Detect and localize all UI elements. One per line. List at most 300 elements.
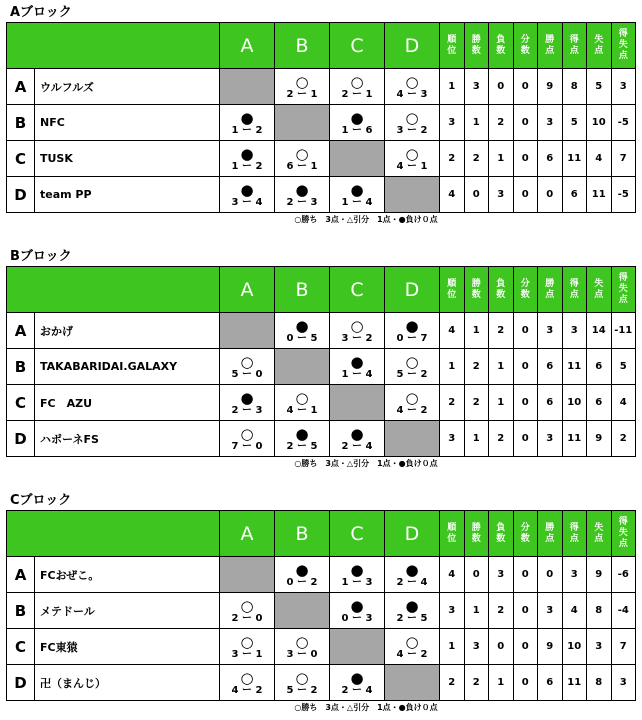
stat-value: 14 xyxy=(587,313,612,349)
win-mark-icon: ○ xyxy=(350,72,364,91)
stat-value: 0 xyxy=(513,313,538,349)
team-name: FC AZU xyxy=(35,385,220,421)
stat-header: 分 数 xyxy=(513,511,538,557)
legend: ○勝ち 3点・△引分 1点・●負け０点 xyxy=(294,703,438,712)
team-row xyxy=(7,557,636,593)
team-row xyxy=(7,629,636,665)
win-mark-icon: ○ xyxy=(240,596,254,615)
win-mark-icon: ○ xyxy=(405,632,419,651)
match-result xyxy=(330,105,385,141)
team-letter: A xyxy=(7,313,35,349)
stat-value: 1 xyxy=(440,629,465,665)
stat-value: 6 xyxy=(587,349,612,385)
stat-value: -4 xyxy=(611,593,636,629)
stat-value: 11 xyxy=(587,177,612,213)
stat-header: 得 失 点 xyxy=(611,511,636,557)
match-result xyxy=(220,177,275,213)
block-2 xyxy=(6,492,636,715)
team-row xyxy=(7,69,636,105)
team-row xyxy=(7,141,636,177)
stat-value: -5 xyxy=(611,177,636,213)
match-result xyxy=(330,177,385,213)
column-header-b: B xyxy=(275,267,330,313)
standings-table xyxy=(6,266,636,457)
loss-mark-icon: ● xyxy=(350,560,364,579)
stat-value: 4 xyxy=(587,141,612,177)
stat-value: 3 xyxy=(464,69,489,105)
team-name: FC東猿 xyxy=(35,629,220,665)
match-result xyxy=(220,421,275,457)
team-name: TAKABARIDAI.GALAXY xyxy=(35,349,220,385)
team-letter: A xyxy=(7,557,35,593)
win-mark-icon: ○ xyxy=(240,424,254,443)
match-result xyxy=(220,105,275,141)
stat-value: 3 xyxy=(538,313,563,349)
stat-value: 6 xyxy=(538,141,563,177)
match-result xyxy=(275,69,330,105)
team-name: FCおぜこ。 xyxy=(35,557,220,593)
match-score: 6 ー 1 xyxy=(286,160,318,172)
stat-value: 5 xyxy=(587,69,612,105)
stat-value: 3 xyxy=(464,629,489,665)
stat-value: 2 xyxy=(489,421,514,457)
self-match-cell xyxy=(275,593,330,629)
stat-value: 2 xyxy=(489,313,514,349)
loss-mark-icon: ● xyxy=(350,108,364,127)
match-score: 4 ー 1 xyxy=(286,404,318,416)
self-match-cell xyxy=(385,421,440,457)
match-score: 2 ー 4 xyxy=(341,684,373,696)
standings-table xyxy=(6,510,636,701)
standings-table xyxy=(6,22,636,213)
block-0 xyxy=(6,4,636,227)
stat-value: 0 xyxy=(513,557,538,593)
match-score: 0 ー 3 xyxy=(341,612,373,624)
stat-value: 0 xyxy=(513,69,538,105)
team-row xyxy=(7,385,636,421)
match-result xyxy=(275,557,330,593)
team-letter: D xyxy=(7,421,35,457)
team-letter: B xyxy=(7,349,35,385)
stat-value: 2 xyxy=(464,141,489,177)
stat-value: 1 xyxy=(464,105,489,141)
stat-value: 8 xyxy=(587,593,612,629)
stat-value: -6 xyxy=(611,557,636,593)
match-result xyxy=(220,385,275,421)
match-result xyxy=(275,313,330,349)
stat-value: 8 xyxy=(587,665,612,701)
self-match-cell xyxy=(330,629,385,665)
match-result xyxy=(385,349,440,385)
loss-mark-icon: ● xyxy=(405,596,419,615)
column-header-b: B xyxy=(275,23,330,69)
header-corner xyxy=(7,267,220,313)
stat-value: 4 xyxy=(440,177,465,213)
match-score: 4 ー 2 xyxy=(396,648,428,660)
stat-value: 1 xyxy=(440,349,465,385)
team-letter: B xyxy=(7,105,35,141)
match-score: 4 ー 2 xyxy=(231,684,263,696)
stat-value: 7 xyxy=(611,629,636,665)
loss-mark-icon: ● xyxy=(240,388,254,407)
match-result xyxy=(275,177,330,213)
self-match-cell xyxy=(330,141,385,177)
self-match-cell xyxy=(330,385,385,421)
stat-header: 失 点 xyxy=(587,23,612,69)
stat-value: 0 xyxy=(513,421,538,457)
stat-value: 0 xyxy=(538,177,563,213)
loss-mark-icon: ● xyxy=(240,108,254,127)
stat-value: 0 xyxy=(513,665,538,701)
match-result xyxy=(330,313,385,349)
loss-mark-icon: ● xyxy=(405,316,419,335)
stat-value: 1 xyxy=(464,593,489,629)
stat-header: 順 位 xyxy=(440,23,465,69)
stat-value: 0 xyxy=(464,557,489,593)
match-result xyxy=(385,629,440,665)
stat-value: 11 xyxy=(562,141,587,177)
win-mark-icon: ○ xyxy=(295,632,309,651)
header-corner xyxy=(7,511,220,557)
stat-value: 2 xyxy=(440,141,465,177)
stat-value: 3 xyxy=(611,665,636,701)
stat-value: 3 xyxy=(538,105,563,141)
match-score: 3 ー 2 xyxy=(396,124,428,136)
win-mark-icon: ○ xyxy=(405,72,419,91)
stat-value: 10 xyxy=(587,105,612,141)
match-score: 1 ー 4 xyxy=(341,368,373,380)
stat-value: 0 xyxy=(513,349,538,385)
self-match-cell xyxy=(385,665,440,701)
win-mark-icon: ○ xyxy=(295,388,309,407)
stat-value: 6 xyxy=(587,385,612,421)
win-mark-icon: ○ xyxy=(295,668,309,687)
self-match-cell xyxy=(275,105,330,141)
stat-value: 2 xyxy=(440,665,465,701)
win-mark-icon: ○ xyxy=(240,352,254,371)
block-title: Bブロック xyxy=(10,249,72,264)
match-score: 2 ー 4 xyxy=(341,440,373,452)
match-result xyxy=(330,593,385,629)
stat-value: 2 xyxy=(489,593,514,629)
block-title: Aブロック xyxy=(10,5,72,20)
team-name: NFC xyxy=(35,105,220,141)
column-header-a: A xyxy=(220,511,275,557)
stat-value: 2 xyxy=(440,385,465,421)
match-score: 2 ー 5 xyxy=(396,612,428,624)
stat-value: 3 xyxy=(562,313,587,349)
team-name: ウルフルズ xyxy=(35,69,220,105)
stat-value: -5 xyxy=(611,105,636,141)
match-result xyxy=(385,105,440,141)
match-score: 4 ー 2 xyxy=(396,404,428,416)
match-result xyxy=(275,665,330,701)
match-score: 2 ー 5 xyxy=(286,440,318,452)
match-score: 5 ー 2 xyxy=(396,368,428,380)
match-score: 7 ー 0 xyxy=(231,440,263,452)
stat-header: 勝 点 xyxy=(538,267,563,313)
header-row xyxy=(7,267,636,313)
match-score: 1 ー 2 xyxy=(231,160,263,172)
team-letter: C xyxy=(7,629,35,665)
stat-value: 0 xyxy=(513,629,538,665)
stat-value: 0 xyxy=(513,385,538,421)
stat-value: 7 xyxy=(611,141,636,177)
column-header-d: D xyxy=(385,23,440,69)
team-name: team PP xyxy=(35,177,220,213)
stat-value: 4 xyxy=(440,313,465,349)
match-result xyxy=(385,313,440,349)
match-result xyxy=(385,385,440,421)
match-score: 2 ー 1 xyxy=(341,88,373,100)
stat-value: 3 xyxy=(611,69,636,105)
stat-value: 3 xyxy=(440,593,465,629)
match-result xyxy=(275,629,330,665)
match-score: 1 ー 4 xyxy=(341,196,373,208)
stat-value: 3 xyxy=(489,557,514,593)
self-match-cell xyxy=(220,557,275,593)
header-corner xyxy=(7,23,220,69)
loss-mark-icon: ● xyxy=(350,596,364,615)
match-score: 2 ー 3 xyxy=(286,196,318,208)
stat-value: 10 xyxy=(562,385,587,421)
loss-mark-icon: ● xyxy=(350,352,364,371)
stat-header: 失 点 xyxy=(587,511,612,557)
match-score: 2 ー 0 xyxy=(231,612,263,624)
stat-value: 6 xyxy=(538,665,563,701)
column-header-b: B xyxy=(275,511,330,557)
stat-header: 勝 数 xyxy=(464,267,489,313)
stat-value: 1 xyxy=(489,349,514,385)
team-letter: A xyxy=(7,69,35,105)
stat-header: 得 点 xyxy=(562,511,587,557)
column-header-a: A xyxy=(220,23,275,69)
stat-header: 勝 数 xyxy=(464,23,489,69)
team-row xyxy=(7,665,636,701)
loss-mark-icon: ● xyxy=(405,560,419,579)
stat-value: 11 xyxy=(562,421,587,457)
team-row xyxy=(7,349,636,385)
stat-header: 失 点 xyxy=(587,267,612,313)
win-mark-icon: ○ xyxy=(405,388,419,407)
loss-mark-icon: ● xyxy=(350,424,364,443)
stat-value: 3 xyxy=(538,593,563,629)
win-mark-icon: ○ xyxy=(350,316,364,335)
match-result xyxy=(330,665,385,701)
team-row xyxy=(7,421,636,457)
stat-value: 2 xyxy=(611,421,636,457)
self-match-cell xyxy=(220,69,275,105)
stat-value: 1 xyxy=(489,665,514,701)
self-match-cell xyxy=(220,313,275,349)
legend: ○勝ち 3点・△引分 1点・●負け０点 xyxy=(294,459,438,468)
loss-mark-icon: ● xyxy=(350,180,364,199)
team-letter: D xyxy=(7,665,35,701)
stat-value: 9 xyxy=(538,69,563,105)
stat-value: 3 xyxy=(440,421,465,457)
match-result xyxy=(220,629,275,665)
win-mark-icon: ○ xyxy=(295,144,309,163)
match-score: 4 ー 3 xyxy=(396,88,428,100)
stat-value: 0 xyxy=(489,629,514,665)
stat-value: 8 xyxy=(562,69,587,105)
match-score: 3 ー 1 xyxy=(231,648,263,660)
stat-value: 6 xyxy=(538,385,563,421)
column-header-c: C xyxy=(330,23,385,69)
stat-header: 負 数 xyxy=(489,267,514,313)
stat-value: 5 xyxy=(562,105,587,141)
column-header-d: D xyxy=(385,511,440,557)
match-result xyxy=(385,141,440,177)
team-name: TUSK xyxy=(35,141,220,177)
stat-value: 11 xyxy=(562,665,587,701)
win-mark-icon: ○ xyxy=(405,108,419,127)
team-row xyxy=(7,105,636,141)
header-row xyxy=(7,511,636,557)
legend: ○勝ち 3点・△引分 1点・●負け０点 xyxy=(294,215,438,224)
stat-header: 得 点 xyxy=(562,267,587,313)
stat-value: 6 xyxy=(538,349,563,385)
match-result xyxy=(385,69,440,105)
stat-value: 10 xyxy=(562,629,587,665)
stat-value: 4 xyxy=(611,385,636,421)
match-result xyxy=(220,665,275,701)
stat-value: 0 xyxy=(513,105,538,141)
match-result xyxy=(385,593,440,629)
self-match-cell xyxy=(385,177,440,213)
match-score: 1 ー 3 xyxy=(341,576,373,588)
stat-value: 0 xyxy=(538,557,563,593)
stat-value: 3 xyxy=(440,105,465,141)
stat-value: 3 xyxy=(489,177,514,213)
stat-header: 分 数 xyxy=(513,267,538,313)
stat-header: 負 数 xyxy=(489,511,514,557)
team-letter: B xyxy=(7,593,35,629)
stat-value: 1 xyxy=(464,421,489,457)
stat-value: 0 xyxy=(464,177,489,213)
stat-header: 得 失 点 xyxy=(611,267,636,313)
team-name: メテドール xyxy=(35,593,220,629)
stat-value: 2 xyxy=(464,385,489,421)
loss-mark-icon: ● xyxy=(350,668,364,687)
match-result xyxy=(220,349,275,385)
block-1 xyxy=(6,248,636,471)
header-row xyxy=(7,23,636,69)
match-score: 4 ー 1 xyxy=(396,160,428,172)
match-result xyxy=(275,385,330,421)
team-letter: C xyxy=(7,141,35,177)
column-header-c: C xyxy=(330,511,385,557)
match-score: 2 ー 4 xyxy=(396,576,428,588)
stat-value: 1 xyxy=(464,313,489,349)
team-name: おかげ xyxy=(35,313,220,349)
stat-value: 9 xyxy=(587,421,612,457)
stat-header: 分 数 xyxy=(513,23,538,69)
match-score: 5 ー 2 xyxy=(286,684,318,696)
stat-header: 順 位 xyxy=(440,511,465,557)
match-result xyxy=(275,141,330,177)
match-result xyxy=(220,141,275,177)
stat-value: 6 xyxy=(562,177,587,213)
stat-value: 0 xyxy=(513,141,538,177)
win-mark-icon: ○ xyxy=(295,72,309,91)
stat-value: 4 xyxy=(440,557,465,593)
column-header-d: D xyxy=(385,267,440,313)
column-header-a: A xyxy=(220,267,275,313)
stat-value: 5 xyxy=(611,349,636,385)
win-mark-icon: ○ xyxy=(240,632,254,651)
win-mark-icon: ○ xyxy=(405,144,419,163)
loss-mark-icon: ● xyxy=(295,316,309,335)
loss-mark-icon: ● xyxy=(295,424,309,443)
match-result xyxy=(330,349,385,385)
match-score: 3 ー 0 xyxy=(286,648,318,660)
stat-value: 9 xyxy=(538,629,563,665)
match-score: 1 ー 2 xyxy=(231,124,263,136)
team-row xyxy=(7,313,636,349)
loss-mark-icon: ● xyxy=(295,560,309,579)
stat-value: 3 xyxy=(562,557,587,593)
match-score: 0 ー 7 xyxy=(396,332,428,344)
stat-header: 順 位 xyxy=(440,267,465,313)
stat-value: 2 xyxy=(489,105,514,141)
stat-header: 勝 数 xyxy=(464,511,489,557)
stat-value: 9 xyxy=(587,557,612,593)
stat-header: 負 数 xyxy=(489,23,514,69)
stat-value: 2 xyxy=(464,665,489,701)
stat-value: -11 xyxy=(611,313,636,349)
stat-value: 0 xyxy=(513,593,538,629)
stat-header: 得 失 点 xyxy=(611,23,636,69)
stat-value: 1 xyxy=(489,141,514,177)
team-row xyxy=(7,593,636,629)
match-score: 2 ー 1 xyxy=(286,88,318,100)
team-name: 卍（まんじ） xyxy=(35,665,220,701)
column-header-c: C xyxy=(330,267,385,313)
win-mark-icon: ○ xyxy=(405,352,419,371)
match-score: 0 ー 2 xyxy=(286,576,318,588)
stat-header: 勝 点 xyxy=(538,511,563,557)
match-score: 0 ー 5 xyxy=(286,332,318,344)
stat-value: 3 xyxy=(587,629,612,665)
stat-value: 0 xyxy=(489,69,514,105)
stat-value: 1 xyxy=(440,69,465,105)
team-name: ハポーネFS xyxy=(35,421,220,457)
match-score: 5 ー 0 xyxy=(231,368,263,380)
team-row xyxy=(7,177,636,213)
stat-value: 4 xyxy=(562,593,587,629)
loss-mark-icon: ● xyxy=(240,144,254,163)
match-result xyxy=(330,69,385,105)
block-title: Cブロック xyxy=(10,493,72,508)
match-result xyxy=(385,557,440,593)
team-letter: C xyxy=(7,385,35,421)
match-score: 1 ー 6 xyxy=(341,124,373,136)
stat-header: 得 点 xyxy=(562,23,587,69)
match-score: 3 ー 4 xyxy=(231,196,263,208)
self-match-cell xyxy=(275,349,330,385)
stat-value: 11 xyxy=(562,349,587,385)
match-result xyxy=(275,421,330,457)
match-result xyxy=(330,557,385,593)
loss-mark-icon: ● xyxy=(240,180,254,199)
loss-mark-icon: ● xyxy=(295,180,309,199)
win-mark-icon: ○ xyxy=(240,668,254,687)
team-letter: D xyxy=(7,177,35,213)
match-score: 3 ー 2 xyxy=(341,332,373,344)
match-score: 2 ー 3 xyxy=(231,404,263,416)
stat-header: 勝 点 xyxy=(538,23,563,69)
